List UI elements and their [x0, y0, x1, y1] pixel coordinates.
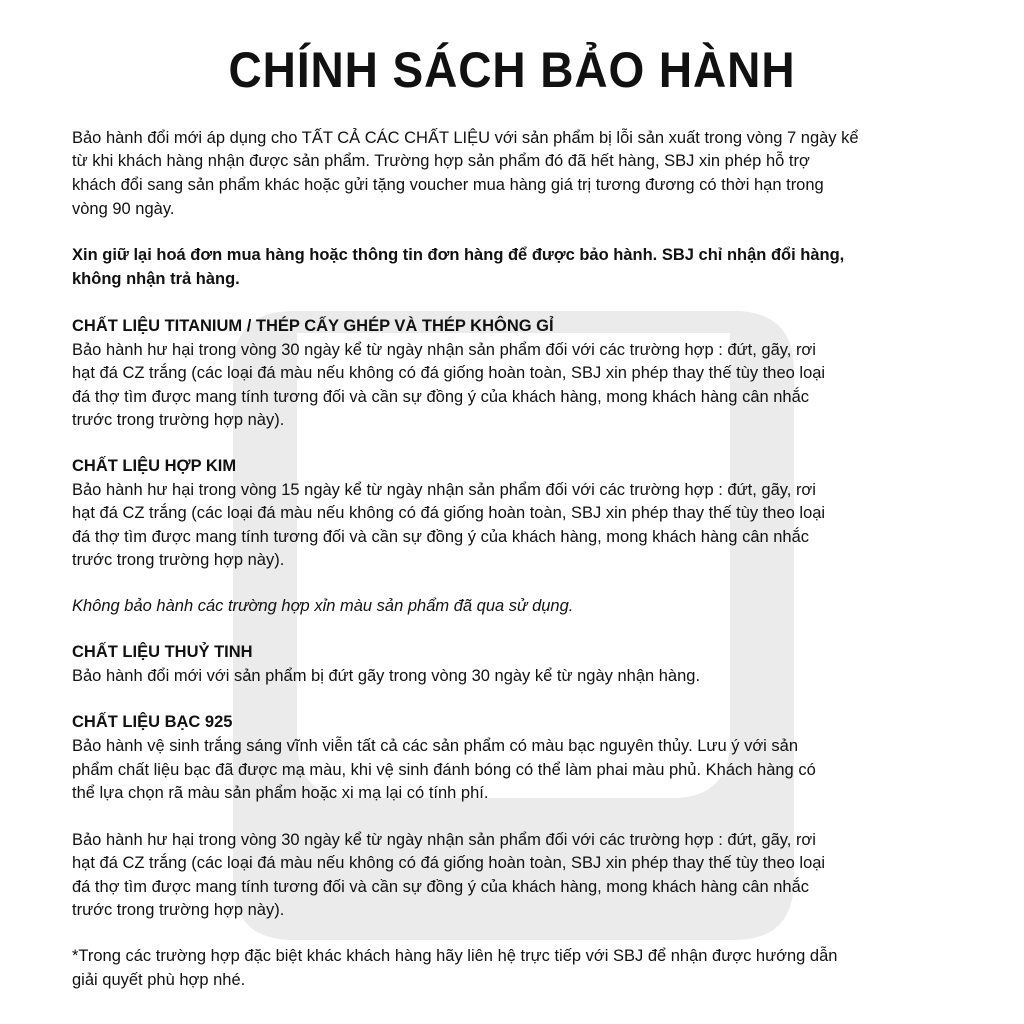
intro-line: Bảo hành đổi mới áp dụng cho TẤT CẢ CÁC CHẤT LIỆU với sản phẩm bị lỗi sản xuất trong vòng 7 ngày kể: [72, 129, 859, 147]
notice-line: không nhận trả hàng.: [72, 270, 240, 288]
section-line: phẩm chất liệu bạc đã được mạ màu, khi vệ sinh đánh bóng có thể làm phai màu phủ. Khách hàng có: [72, 761, 816, 779]
section-heading: CHẤT LIỆU HỢP KIM: [72, 457, 237, 475]
footnote-line: giải quyết phù hợp nhé.: [72, 971, 246, 989]
section-note: Không bảo hành các trường hợp xỉn màu sản phẩm đã qua sử dụng.: [72, 597, 574, 615]
section-line: Bảo hành vệ sinh trắng sáng vĩnh viễn tất cả các sản phẩm có màu bạc nguyên thủy. Lưu ý với sản: [72, 737, 798, 755]
section-line: Bảo hành hư hại trong vòng 30 ngày kể từ ngày nhận sản phẩm đối với các trường hợp : đứt, gãy, rơi: [72, 341, 816, 359]
section-line: đá thợ tìm được mang tính tương đối và cần sự đồng ý của khách hàng, mong khách hàng cân nhắc: [72, 528, 810, 546]
section-line: Bảo hành hư hại trong vòng 30 ngày kể từ ngày nhận sản phẩm đối với các trường hợp : đứt, gãy, rơi: [72, 831, 816, 849]
intro-line: khách đổi sang sản phẩm khác hoặc gửi tặng voucher mua hàng giá trị tương đương có thời hạn trong: [72, 176, 824, 194]
section-line: đá thợ tìm được mang tính tương đối và cần sự đồng ý của khách hàng, mong khách hàng cân nhắc: [72, 878, 810, 896]
footnote-line: *Trong các trường hợp đặc biệt khác khách hàng hãy liên hệ trực tiếp với SBJ để nhận được hướng dẫn: [72, 947, 838, 965]
section-line: hạt đá CZ trắng (các loại đá màu nếu không có đá giống hoàn toàn, SBJ xin phép thay thế tùy theo loại: [72, 364, 826, 382]
section-line: trước trong trường hợp này).: [72, 411, 285, 429]
section-line: trước trong trường hợp này).: [72, 901, 285, 919]
section-line: hạt đá CZ trắng (các loại đá màu nếu không có đá giống hoàn toàn, SBJ xin phép thay thế tùy theo loại: [72, 504, 826, 522]
section-line: thể lựa chọn rã màu sản phẩm hoặc xi mạ lại có tính phí.: [72, 784, 489, 802]
section-line: đá thợ tìm được mang tính tương đối và cần sự đồng ý của khách hàng, mong khách hàng cân nhắc: [72, 388, 810, 406]
section-heading: CHẤT LIỆU TITANIUM / THÉP CẤY GHÉP VÀ THÉP KHÔNG GỈ: [72, 317, 554, 335]
intro-line: vòng 90 ngày.: [72, 200, 175, 218]
section-line: Bảo hành đổi mới với sản phẩm bị đứt gãy trong vòng 30 ngày kể từ ngày nhận hàng.: [72, 667, 701, 685]
section-line: trước trong trường hợp này).: [72, 551, 285, 569]
intro-line: từ khi khách hàng nhận được sản phẩm. Trường hợp sản phẩm đó đã hết hàng, SBJ xin phép hỗ trợ: [72, 152, 810, 170]
section-line: Bảo hành hư hại trong vòng 15 ngày kể từ ngày nhận sản phẩm đối với các trường hợp : đứt, gãy, rơi: [72, 481, 816, 499]
page-title: CHÍNH SÁCH BẢO HÀNH: [228, 42, 796, 98]
section-heading: CHẤT LIỆU THUỶ TINH: [72, 643, 253, 661]
notice-line: Xin giữ lại hoá đơn mua hàng hoặc thông tin đơn hàng để được bảo hành. SBJ chỉ nhận đổi hàng,: [72, 246, 845, 264]
section-line: hạt đá CZ trắng (các loại đá màu nếu không có đá giống hoàn toàn, SBJ xin phép thay thế tùy theo loại: [72, 854, 826, 872]
section-heading: CHẤT LIỆU BẠC 925: [72, 713, 233, 731]
